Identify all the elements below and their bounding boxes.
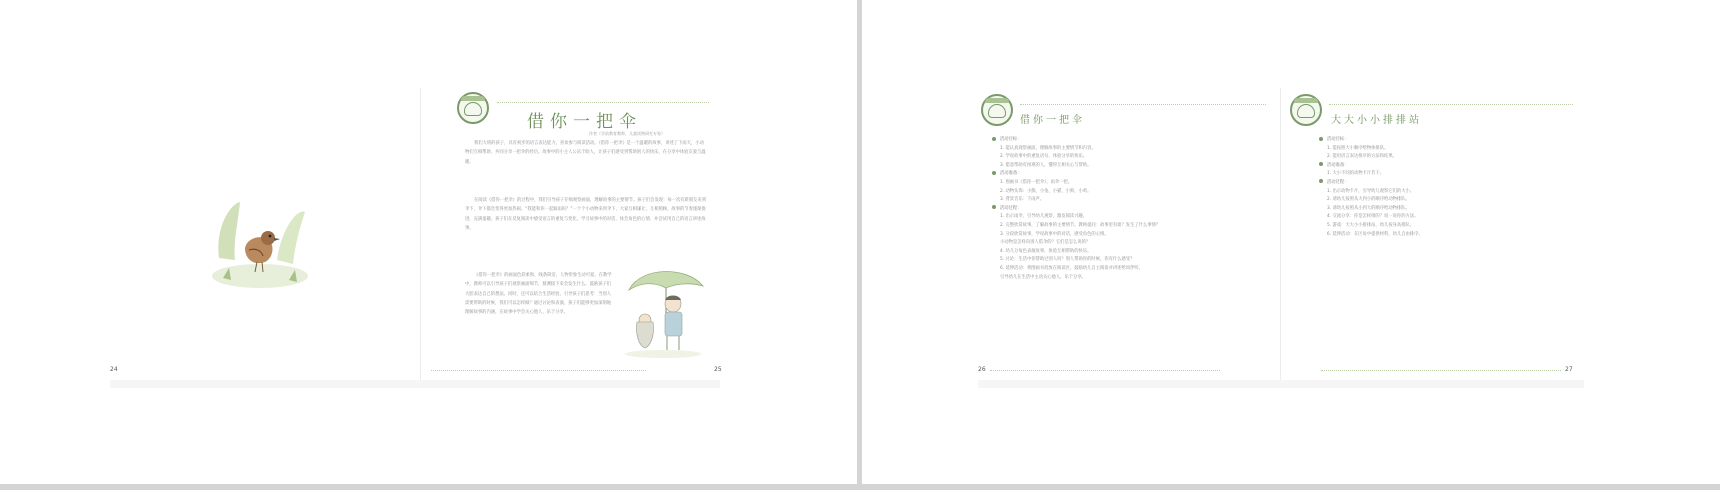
page-25 [421,88,721,380]
list-item: 6. 延伸活动：在区角中提供材料，幼儿自由排序。 [1327,231,1423,237]
page-26 [978,88,1280,380]
spread-shadow [110,380,720,388]
list-item: 1. 出示雨伞，引导幼儿观察，激发阅读兴趣。 [1000,214,1088,220]
right-spread-panel [862,0,1720,484]
lesson-plan-list [1319,136,1579,239]
list-item: 活动准备： [992,170,1275,179]
children-umbrella-illustration [619,264,713,360]
list-item: 1. 大小不同的动物卡片若干。 [1327,171,1385,177]
list-item: 引导幼儿在生活中主动关心他人，乐于分享。 [1000,274,1086,280]
page-number-left: 26 [978,366,986,373]
paragraph-3: 《借你一把伞》的画面色彩柔和，线条简洁，人物形象生动可爱。在教学中，教师可以引导孩子们观察画面细节，猜测接下来会发生什么，鼓励孩子们大胆表达自己的想法。同时，还可以结合生活经验，引导孩子们思考：当别人需要帮助的时候，我们可以怎样做？通过讨论和表演，孩子们能够更加深刻地理解故事的内涵，在故事中学会关心他人、乐于分享。 [465,273,612,316]
lesson-title: 借你一把伞 [1020,115,1085,126]
character-badge-icon [981,94,1013,126]
character-badge-icon [1290,94,1322,126]
lesson-plan-list [992,136,1275,282]
list-item: 5. 讨论：生活中你帮助过别人吗？别人帮助你的时候，你有什么感受？ [1000,257,1135,263]
list-item: 1. 能认真观察画面，理解故事的主要情节和内容。 [1000,145,1096,151]
list-item: 3. 请幼儿按照从小到大的顺序给动物排队。 [1327,205,1410,211]
list-item: 活动目标： [992,136,1275,145]
list-item: 6. 延伸活动：将图画书投放在阅读区，鼓励幼儿自主阅读并讲述给同伴听。 [1000,265,1143,271]
lesson-title: 大大小小排排站 [1331,115,1422,126]
list-item: 3. 愿意帮助有困难的人，懂得互相关心与帮助。 [1000,162,1092,168]
list-item: 4. 幼儿分角色表演故事，体验互相帮助的快乐。 [1000,248,1092,254]
page-number-left: 24 [110,366,118,373]
list-item: 活动准备： [1319,162,1579,171]
footer-dotted-rule [1321,370,1561,371]
list-item: 2. 动物头饰：小熊、小兔、小猫、小狗、小鸡。 [1000,188,1092,194]
list-item: 活动过程： [1319,179,1579,188]
left-spread-panel [0,0,857,484]
page-24 [110,88,420,380]
story-byline: 作者（学前教育教师，儿童读物研究专家） [589,131,665,136]
footer-dotted-rule [431,370,646,371]
sparrow-illustration [205,198,315,293]
page-27 [1281,88,1585,380]
list-item: 5. 游戏：大大小小排排站，幼儿按身高排队。 [1327,222,1415,228]
list-item: 3. 分段欣赏故事，学说故事中的对话，感受角色的心情。 [1000,231,1109,237]
list-item: 1. 出示动物卡片，引导幼儿观察它们的大小。 [1327,188,1415,194]
footer-dotted-rule [990,370,1220,371]
header-dotted-rule [497,102,709,103]
paragraph-1: 我们大班的孩子，具有初步的语言表达能力，喜欢参与阅读活动。《借你一把伞》是一个温暖的故事，讲述了下雨天，小动物们互相帮助、共同分享一把伞的经历。故事中的小主人公乐于助人，让孩子们感受到帮助别人的快乐，在分享中体验友爱与温暖。 [465,141,706,165]
list-item: 2. 请幼儿按照从大到小的顺序给动物排队。 [1327,197,1410,203]
list-item: 4. 交流分享：你是怎样排的？说一说你的方法。 [1327,214,1419,220]
story-title: 借你一把伞 [527,112,642,132]
page-number-right: 27 [1565,366,1573,373]
list-item: 2. 能用语言表达排序的方法和结果。 [1327,154,1397,160]
spread-shadow [978,380,1584,388]
page-number-right: 25 [714,366,722,373]
header-dotted-rule [1020,104,1266,105]
list-item: 1. 图画书《借你一把伞》、雨伞一把。 [1000,179,1073,185]
list-item: 3. 背景音乐：下雨声。 [1000,197,1045,203]
list-item: 2. 学说故事中的重复语句，体验分享的快乐。 [1000,154,1088,160]
header-dotted-rule [1329,104,1573,105]
list-item: 小动物是怎样向别人借伞的？它们是怎么说的？ [1000,240,1091,246]
list-item: 活动目标： [1319,136,1579,145]
character-badge-icon [457,92,489,124]
list-item: 1. 能按照大小顺序给物体排队。 [1327,145,1389,151]
paragraph-2: 在阅读《借你一把伞》的过程中，我们引导孩子仔细观察画面，理解故事的主要情节。孩子们会发现：每一次有新朋友来到伞下，伞下都会变得更加热闹。“我能和你一起躲雨吗？”一个个小动物来到伞下，大家互相谦让，互相照顾，故事的节奏逐渐推进，充满童趣。孩子们在反复阅读中感受语言的重复与变化，学习故事中的对话，体会角色的心情，并尝试用自己的语言讲述故事。 [465,198,707,231]
list-item: 活动过程： [992,205,1275,214]
list-item: 2. 完整欣赏故事，了解故事的主要情节。教师提问：故事里有谁？发生了什么事情？ [1000,222,1161,228]
